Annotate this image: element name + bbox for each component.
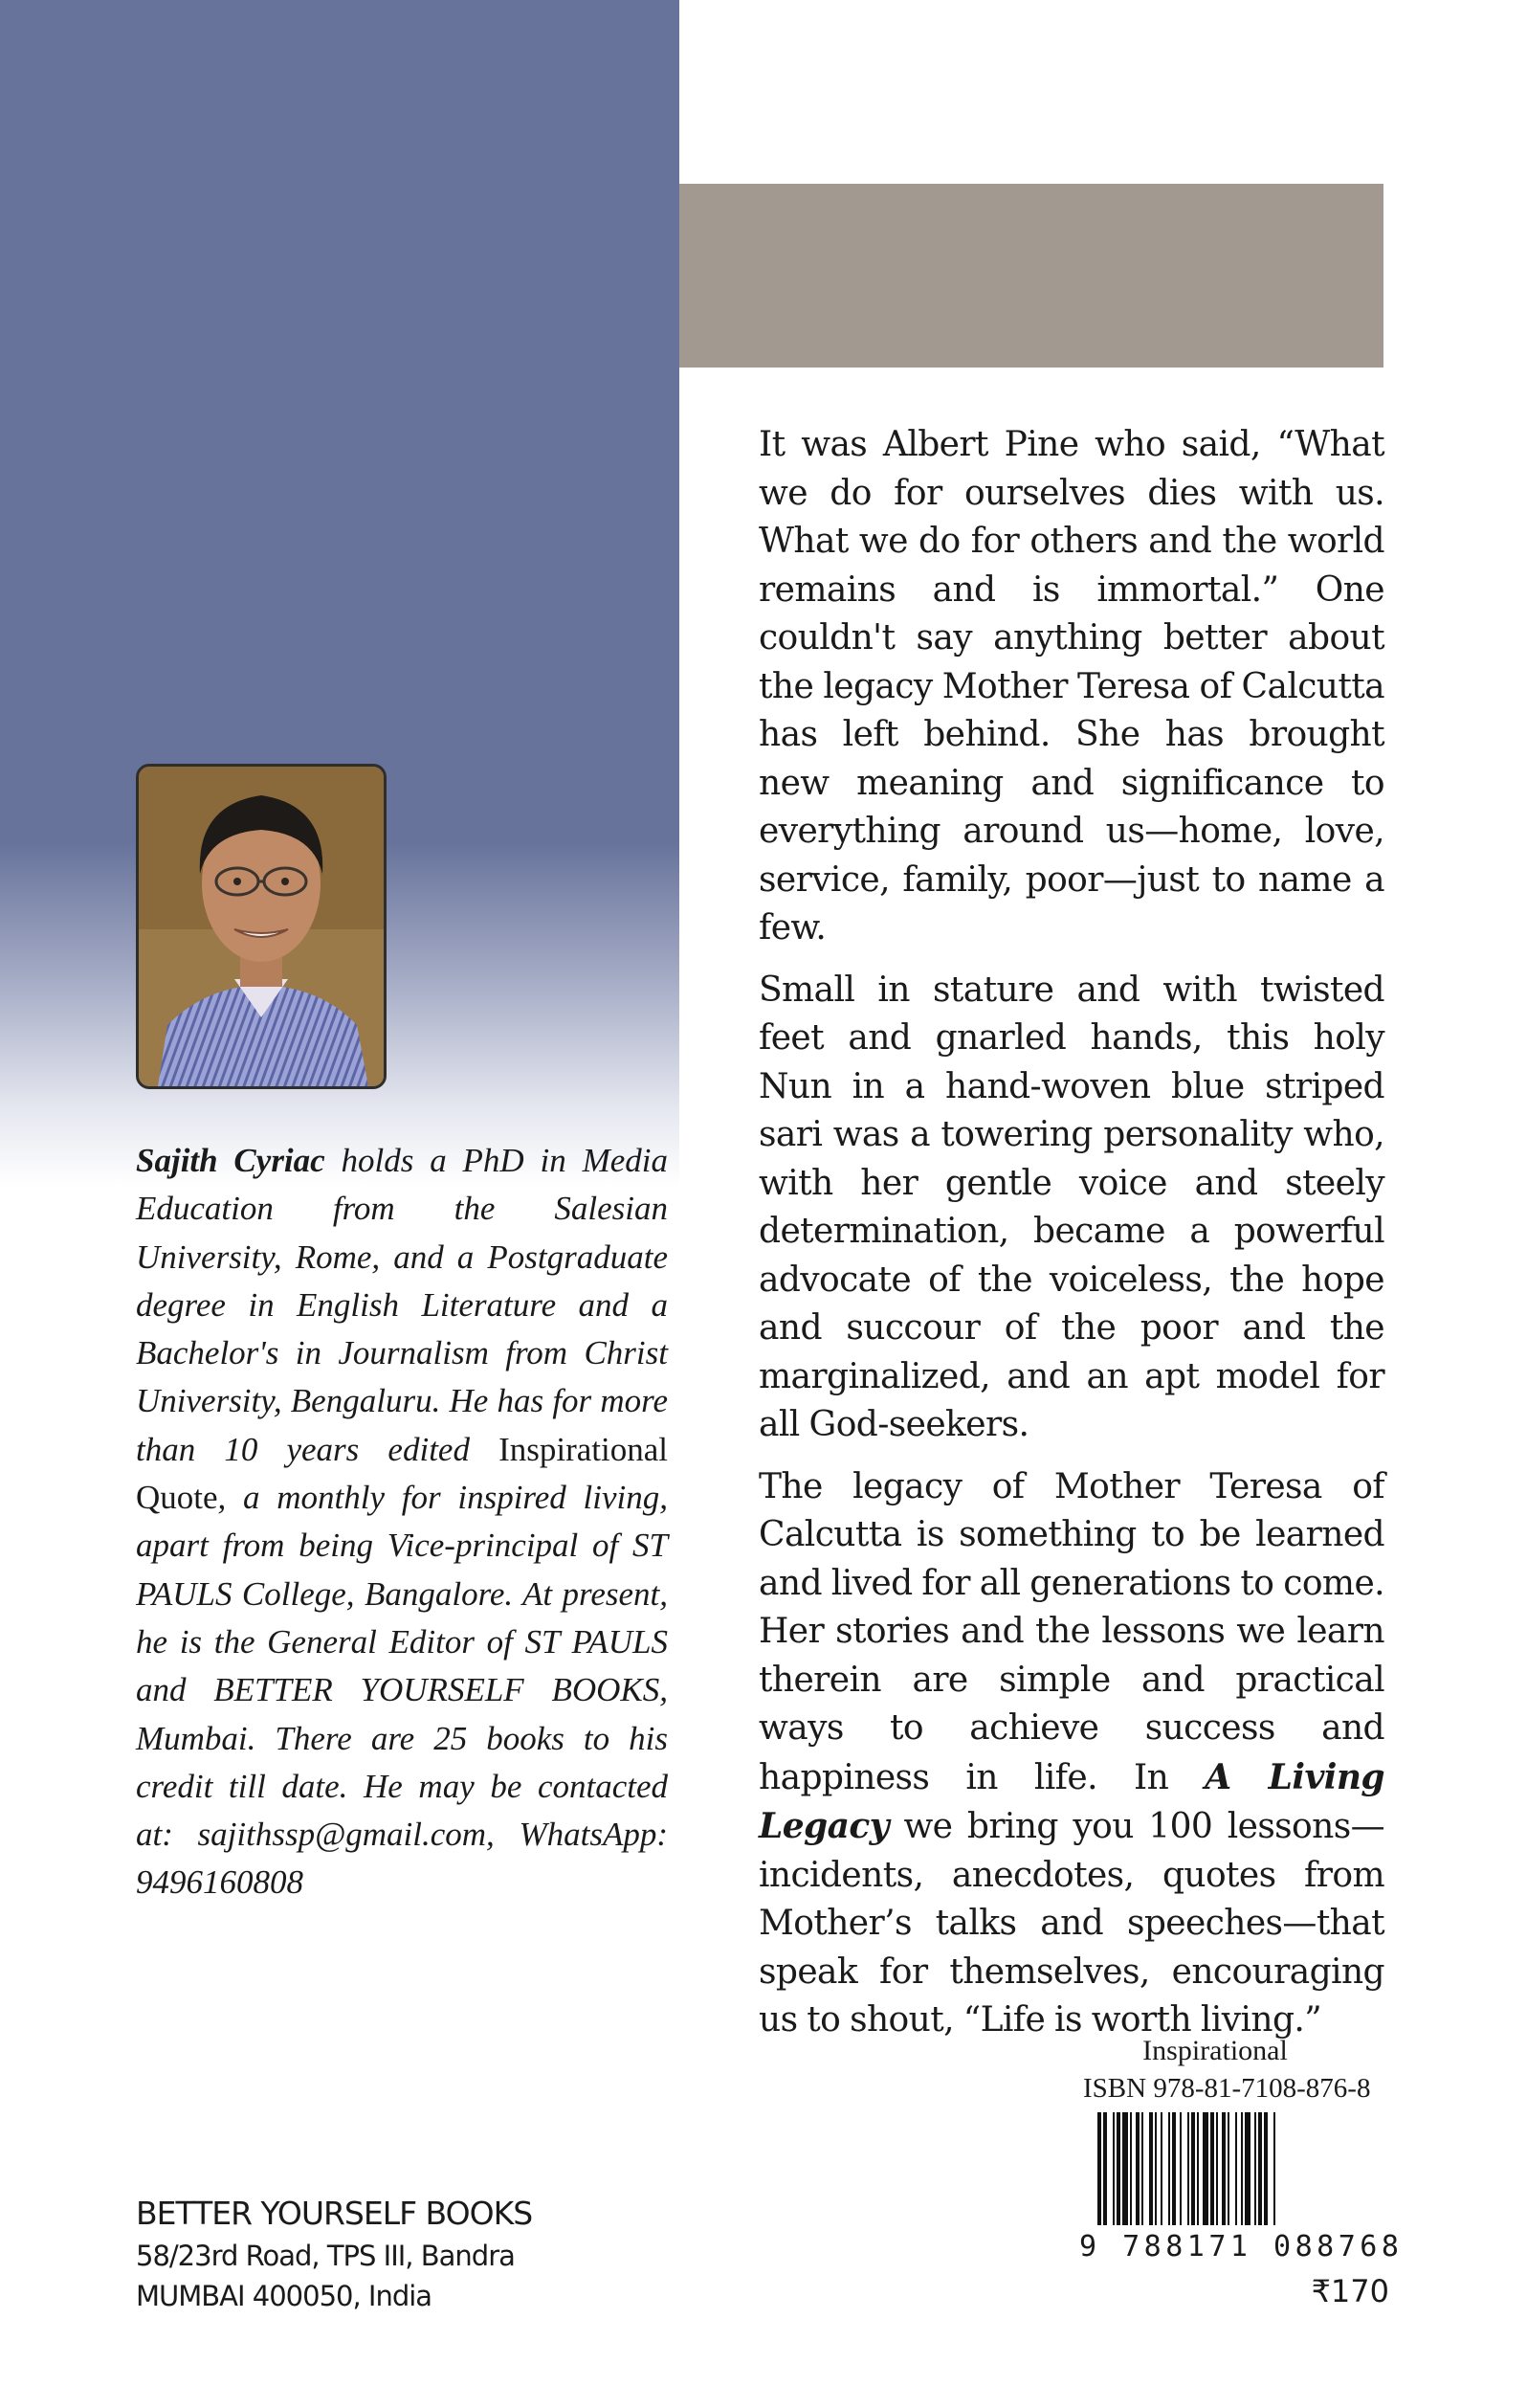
genre-label: Inspirational [1142, 2035, 1288, 2066]
blurb-p3-before: The legacy of Mother Teresa of Calcutta is something to be learned and lived for all generations to come. Her stories and the lessons we learn therein are simple and practical ways to achieve success and happiness in life. In [759, 1466, 1384, 1797]
barcode-bar [1117, 2112, 1120, 2225]
author-bio [136, 1137, 668, 1907]
barcode-bar [1155, 2112, 1157, 2225]
blurb-paragraph-3 [759, 1463, 1384, 2045]
barcode-bar [1241, 2112, 1243, 2225]
publisher-name: BETTER YOURSELF BOOKS [136, 2195, 533, 2232]
barcode-bar [1216, 2112, 1218, 2225]
barcode-bar [1210, 2112, 1214, 2225]
barcode-icon [1095, 2112, 1397, 2225]
barcode-bar [1130, 2112, 1132, 2225]
barcode-bar [1197, 2112, 1199, 2225]
bio-text-part2: , a monthly for inspired living, apart from being Vice-principal of ST PAULS College, Bangalore. At present, he is the General Editor of ST PAULS and BETTER YOURSELF BOOKS, Mumbai. There are 25 books to his credit till date. He may be contacted at: sajithssp@gmail.com, WhatsApp: 9496160808 [136, 1479, 668, 1902]
barcode-bar [1097, 2112, 1101, 2225]
barcode-bar [1180, 2112, 1182, 2225]
barcode-bar [1235, 2112, 1237, 2225]
book-title: A Living Legacy [759, 1756, 1384, 1846]
barcode-bar [1187, 2112, 1189, 2225]
barcode-bar [1141, 2112, 1143, 2225]
barcode-bar [1113, 2112, 1115, 2225]
barcode-bar [1168, 2112, 1170, 2225]
barcode-bar [1191, 2112, 1195, 2225]
author-photo [136, 764, 387, 1089]
barcode-bar [1264, 2112, 1268, 2225]
bio-magazine-title: Inspirational Quote [136, 1430, 668, 1517]
isbn-label: ISBN 978-81-7108-876-8 [1083, 2073, 1371, 2104]
barcode-digits: 9 788171 088768 [1079, 2230, 1404, 2263]
book-blurb [759, 421, 1384, 2059]
barcode-bar [1203, 2112, 1208, 2225]
price-label: ₹170 [1311, 2273, 1389, 2309]
barcode-bar [1258, 2112, 1262, 2225]
barcode-bar [1254, 2112, 1256, 2225]
barcode-bar [1136, 2112, 1140, 2225]
barcode-bar [1122, 2112, 1128, 2225]
grey-header-band [679, 184, 1383, 368]
publisher-address-line2: MUMBAI 400050, India [136, 2280, 432, 2312]
barcode-bar [1172, 2112, 1176, 2225]
blurb-paragraph-1: It was Albert Pine who said, “What we do for ourselves dies with us. What we do for others and the world remains and is immortal.” One couldn't say anything better about the legacy Mother Teresa of Calcutta has left behind. She has brought new meaning and significance to everything around us—home, love, service, family, poor—just to name a few. [759, 425, 1384, 948]
barcode-bar [1161, 2112, 1162, 2225]
barcode-bar [1228, 2112, 1229, 2225]
blurb-p3-after: we bring you 100 lessons—incidents, anecdotes, quotes from Mother’s talks and speeches—that speak for themselves, encouraging us to shout, “Life is worth living.” [759, 1807, 1384, 2040]
barcode-bar [1222, 2112, 1226, 2225]
barcode-bar [1245, 2112, 1250, 2225]
blurb-paragraph-2: Small in stature and with twisted feet and gnarled hands, this holy Nun in a hand-woven blue striped sari was a towering personality who, with her gentle voice and steely determination, became a powerful advocate of the voiceless, the hope and succour of the poor and the marginalized, and an apt model for all God-seekers. [759, 970, 1384, 1444]
author-name: Sajith Cyriac [136, 1142, 325, 1179]
author-portrait-illustration [139, 767, 384, 1086]
publisher-address-line1: 58/23rd Road, TPS III, Bandra [136, 2240, 515, 2272]
bio-text-part1: holds a PhD in Media Education from the Salesian University, Rome, and a Postgraduate degree in English Literature and a Bachelor's in Journalism from Christ University, Bengaluru. He has for more than 10 years edited [136, 1142, 668, 1468]
barcode-bar [1273, 2112, 1275, 2225]
publisher-block [136, 2192, 633, 2316]
barcode-bar [1149, 2112, 1153, 2225]
barcode-bar [1103, 2112, 1107, 2225]
